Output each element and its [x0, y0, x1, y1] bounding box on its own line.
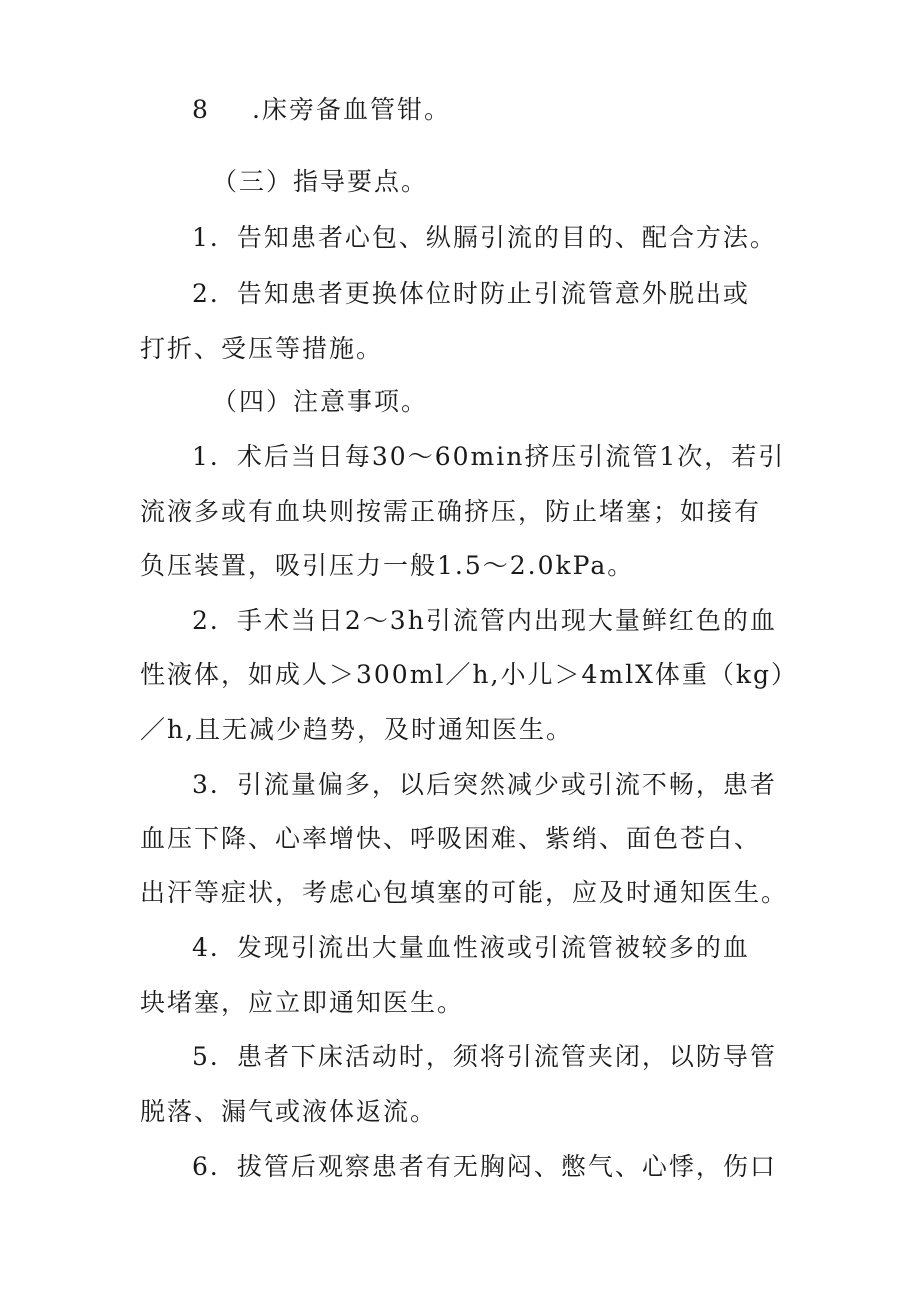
section-3-item-1-line-1: 1．告知患者心包、纵膈引流的目的、配合方法。 [192, 223, 777, 252]
section-4-item-1-line-3: 负压装置，吸引压力一般1.5〜2.0kPa。 [140, 551, 635, 580]
section-4-item-3-line-3: 出汗等症状，考虑心包填塞的可能，应及时通知医生。 [140, 878, 789, 907]
item-8 [192, 94, 451, 126]
section-4-item-1-line-2: 流液多或有血块则按需正确挤压，防止堵塞；如接有 [140, 497, 762, 526]
section-4-item-2-line-1: 2．手术当日2〜3h引流管内出现大量鲜红色的血 [192, 606, 777, 635]
section-4-item-2-line-2: 性液体，如成人＞300ml／h,小儿＞4mlX体重（kg） [140, 660, 799, 689]
section-3-item-2-line-2: 打折、受压等措施。 [140, 334, 384, 363]
section-4-item-5-line-1: 5．患者下床活动时，须将引流管夹闭，以防导管 [192, 1042, 777, 1071]
section-4-item-5-line-2: 脱落、漏气或液体返流。 [140, 1097, 438, 1126]
section-4-item-3-line-1: 3．引流量偏多，以后突然减少或引流不畅，患者 [192, 770, 777, 799]
section-4-item-4-line-2: 块堵塞，应立即通知医生。 [140, 988, 465, 1017]
section-4-heading: （四）注意事项。 [212, 387, 429, 416]
section-3-item-2-line-1: 2．告知患者更换体位时防止引流管意外脱出或 [192, 279, 750, 308]
section-4-item-2-line-3: ／h,且无减少趋势，及时通知医生。 [140, 715, 574, 744]
item-8-number: 8 [192, 95, 210, 124]
section-4-item-1-line-1: 1．术后当日每30〜60min挤压引流管1次，若引 [192, 442, 786, 471]
section-4-item-4-line-1: 4．发现引流出大量血性液或引流管被较多的血 [192, 933, 750, 962]
item-8-text: .床旁备血管钳。 [252, 95, 451, 124]
section-3-heading: （三）指导要点。 [212, 167, 429, 196]
section-4-item-3-line-2: 血压下降、心率增快、呼吸困难、紫绡、面色苍白、 [140, 824, 762, 853]
section-4-item-6-line-1: 6．拔管后观察患者有无胸闷、憋气、心悸，伤口 [192, 1152, 777, 1181]
